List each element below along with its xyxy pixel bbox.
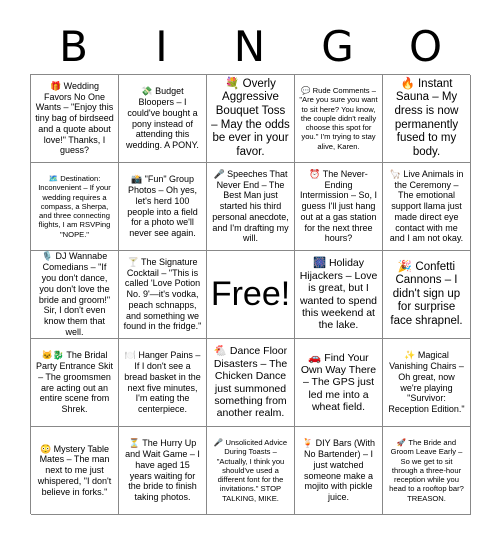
bingo-cell[interactable] bbox=[295, 75, 383, 163]
bingo-cell[interactable] bbox=[295, 427, 383, 515]
cell-text: 🎙️ DJ Wannabe Comedians – "If you don't dance, you don't love the bride and groom!" Sir, I don't even know them that well. bbox=[38, 251, 111, 337]
header-letter-o: O bbox=[408, 22, 444, 71]
header-letter-g: G bbox=[321, 22, 355, 71]
header-letter-b: B bbox=[59, 22, 89, 71]
bingo-cell[interactable] bbox=[31, 163, 119, 251]
bingo-cell[interactable] bbox=[295, 163, 383, 251]
bingo-cell[interactable] bbox=[31, 75, 119, 163]
bingo-cell[interactable] bbox=[31, 339, 119, 427]
bingo-cell[interactable] bbox=[207, 339, 295, 427]
bingo-cell[interactable] bbox=[383, 163, 471, 251]
cell-text: 🔥 Instant Sauna – My dress is now permanently fused to my body. bbox=[394, 77, 459, 158]
bingo-cell[interactable] bbox=[383, 339, 471, 427]
header-letter-n: N bbox=[233, 22, 267, 71]
bingo-cell[interactable] bbox=[207, 163, 295, 251]
cell-text: 😳 Mystery Table Mates – The man next to me just whispered, "I don't believe in forks." bbox=[37, 443, 112, 497]
bingo-cell[interactable] bbox=[295, 251, 383, 339]
bingo-cell[interactable] bbox=[383, 427, 471, 515]
cell-text: 🐱‍🐉 The Bridal Party Entrance Skit – The groomsmen are acting out an entire scene from Shrek. bbox=[35, 350, 114, 415]
bingo-cell[interactable] bbox=[119, 427, 207, 515]
cell-text: 🐔 Dance Floor Disasters – The Chicken Dance just summoned something from another realm. bbox=[213, 345, 288, 420]
header-letter-i: I bbox=[155, 22, 169, 71]
cell-text: 🚀 The Bride and Groom Leave Early – So we get to sit through a three-hour reception while you head to a rooftop bar? TREASON. bbox=[389, 438, 464, 503]
free-space-cell[interactable] bbox=[207, 251, 295, 339]
cell-text: 🎉 Confetti Cannons – I didn't sign up for surprise face shrapnel. bbox=[390, 260, 463, 327]
cell-text: 🦙 Live Animals in the Ceremony – The emotional support llama just made direct eye contact with me and I am not okay. bbox=[389, 168, 464, 244]
cell-text: 🚗 Find Your Own Way There – The GPS just led me into a wheat field. bbox=[300, 351, 377, 414]
cell-text: 🗺️ Destination: Inconvenient – If your wedding requires a compass, a Sherpa, and three connecting flights, I am RSVPing "NOPE." bbox=[38, 174, 111, 239]
cell-text: ⏰ The Never-Ending Intermission – So, I guess I'll just hang out at a gas station for the next three hours? bbox=[299, 168, 378, 244]
cell-text: 🍸 The Signature Cocktail – "This is called 'Love Potion No. 9'—it's vodka, peach schnapps, and something we found in the fridge." bbox=[123, 256, 202, 332]
cell-text: 🍹 DIY Bars (With No Bartender) – I just watched someone make a mojito with pickle juice. bbox=[301, 438, 376, 503]
bingo-cell[interactable] bbox=[383, 75, 471, 163]
bingo-cell[interactable] bbox=[119, 163, 207, 251]
cell-text: 💸 Budget Bloopers – I could've bought a pony instead of attending this wedding. A PONY. bbox=[126, 86, 199, 151]
cell-text: 🎤 Speeches That Never End – The Best Man just started his third personal anecdote, and I'm drafting my will. bbox=[212, 168, 289, 244]
cell-text: 📸 "Fun" Group Photos – Oh yes, let's herd 100 people into a field for a photo we'll never see again. bbox=[127, 174, 198, 239]
free-space-text: Free! bbox=[210, 275, 291, 314]
cell-text: 🍽️ Hanger Pains – If I don't see a bread basket in the next five minutes, I'm eating the centerpiece. bbox=[124, 350, 201, 415]
cell-text: 🎤 Unsolicited Advice During Toasts – "Actually, I think you should've used a different font for the invitations." STOP TALKING, MIKE. bbox=[213, 438, 288, 503]
bingo-cell[interactable] bbox=[31, 251, 119, 339]
cell-text: ✨ Magical Vanishing Chairs – Oh great, now we're playing "Survivor: Reception Edition." bbox=[388, 350, 465, 415]
bingo-cell[interactable] bbox=[119, 75, 207, 163]
bingo-cell[interactable] bbox=[31, 427, 119, 515]
cell-text: 🎆 Holiday Hijackers – Love is great, but I wanted to spend this weekend at the lake. bbox=[299, 257, 378, 332]
bingo-cell[interactable] bbox=[207, 427, 295, 515]
bingo-cell[interactable] bbox=[119, 251, 207, 339]
bingo-cell[interactable] bbox=[207, 75, 295, 163]
bingo-card bbox=[30, 74, 470, 514]
bingo-header bbox=[30, 22, 470, 72]
bingo-cell[interactable] bbox=[383, 251, 471, 339]
bingo-cell[interactable] bbox=[119, 339, 207, 427]
cell-text: 💐 Overly Aggressive Bouquet Toss – May the odds be ever in your favor. bbox=[211, 77, 290, 158]
cell-text: 🎁 Wedding Favors No One Wants – "Enjoy this tiny bag of birdseed and a quote about love!" Thanks, I guess? bbox=[35, 80, 114, 156]
bingo-cell[interactable] bbox=[295, 339, 383, 427]
cell-text: 💬 Rude Comments – "Are you sure you want to sit here? You know, the couple didn't really choose this spot for you." I'm trying to stay alive, Karen. bbox=[299, 86, 378, 151]
cell-text: ⏳ The Hurry Up and Wait Game – I have aged 15 years waiting for the bride to finish taking photos. bbox=[125, 438, 200, 503]
